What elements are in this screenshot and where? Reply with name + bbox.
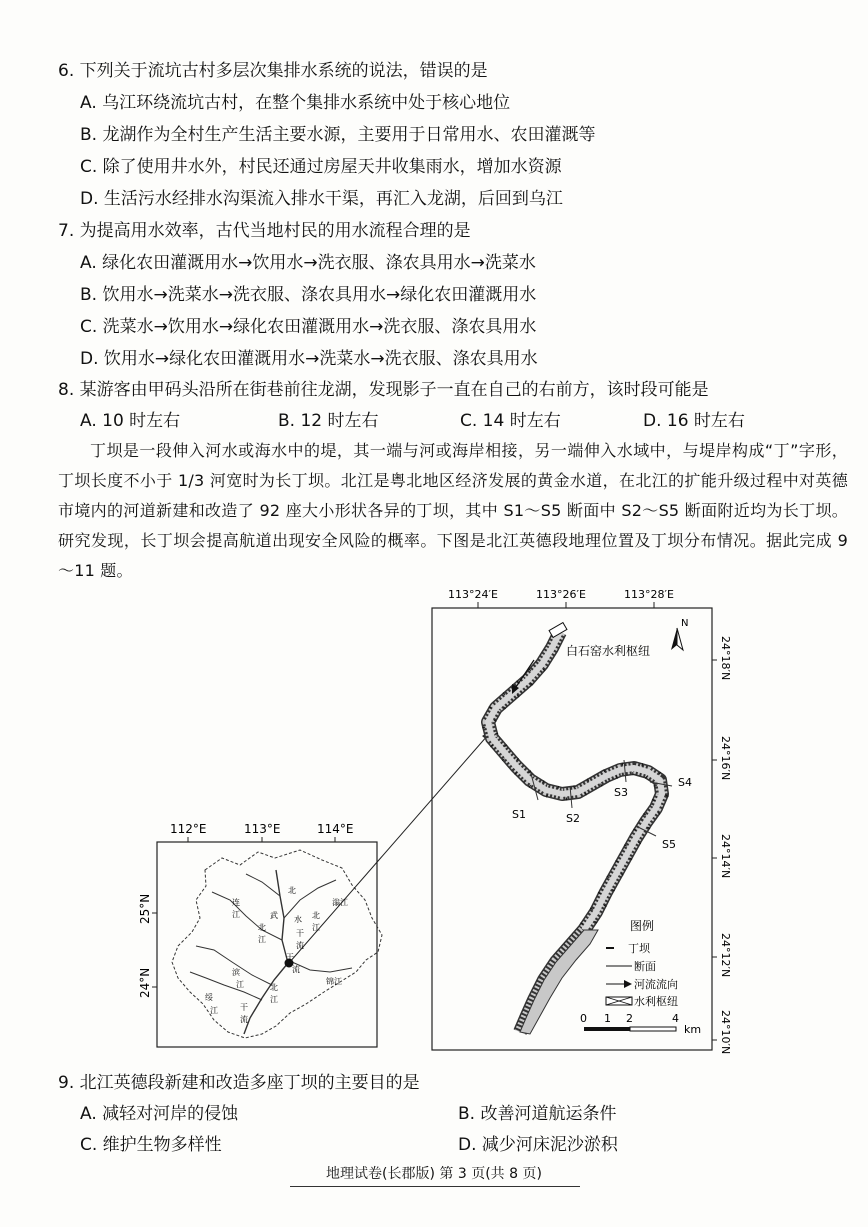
small-river-label: 锦江 [326,977,342,986]
q9-stem: 9. 北江英德段新建和改造多座丁坝的主要目的是 [58,1073,420,1093]
small-river-label: 流 [296,941,304,950]
small-river-label: 滃江 [332,898,348,907]
small-river-label: 江 [258,935,266,944]
scale-tick-2: 2 [626,1012,633,1025]
section-s2: S2 [566,812,580,825]
river-binjiang [196,946,272,985]
page-footer: 地理试卷(长郡版) 第 3 页(共 8 页) [326,1166,542,1182]
small-river-label: 江 [312,923,320,932]
beijiang-river [488,632,662,1034]
q6-option-b: B. 龙湖作为全村生产生活主要水源，主要用于日常用水、农田灌溉等 [80,125,596,145]
large-lat-5: 24°10′N [719,1010,732,1055]
section-s5: S5 [662,838,676,851]
small-map-frame [157,842,377,1047]
large-lon-3: 113°28′E [624,588,674,601]
river-jinjiang [292,962,352,972]
small-river-label: 水 [294,915,302,924]
large-lat-3: 24°14′N [719,834,732,879]
scale-bar [584,1027,630,1031]
legend-title: 图例 [630,919,655,933]
q8-option-c: C. 14 时左右 [460,411,561,431]
small-lat-2: 24°N [138,967,152,998]
small-map [138,822,382,1047]
legend-groyne: 丁坝 [628,942,650,955]
small-river-label: 绥 [205,993,213,1002]
small-river-label: 北 [312,911,320,920]
river-wushui [246,874,280,896]
small-lat-1: 25°N [138,893,152,924]
scale-tick-1: 1 [604,1012,611,1025]
q7-stem: 7. 为提高用水效率，古代当地村民的用水流程合理的是 [58,221,471,241]
large-map [432,588,732,1054]
small-river-label: 干 [240,1003,248,1012]
q8-stem: 8. 某游客由甲码头沿所在街巷前往龙湖，发现影子一直在自己的右前方，该时段可能是 [58,380,709,400]
q6-option-d: D. 生活污水经排水沟渠流入排水干渠，再汇入龙湖，后回到乌江 [80,189,563,209]
north-arrow-icon [671,628,677,650]
q9-option-b: B. 改善河道航运条件 [458,1104,617,1124]
small-river-label: 北 [270,983,278,992]
section-s3: S3 [614,786,628,799]
q7-option-c: C. 洗菜水→饮用水→绿化农田灌溉用水→洗衣服、涤农具用水 [80,317,537,337]
hub-label: 白石窑水利枢纽 [566,644,651,658]
groyne-mark [558,786,559,789]
small-lon-3: 114°E [317,822,354,836]
north-label: N [681,618,689,629]
q7-option-b: B. 饮用水→洗菜水→洗衣服、涤农具用水→绿化农田灌溉用水 [80,285,537,305]
q6-option-a: A. 乌江环绕流坑古村，在整个集排水系统中处于核心地位 [80,93,511,113]
small-river-label: 江 [270,995,278,1004]
groyne-mark [547,794,548,797]
small-river-label: 江 [210,1006,218,1015]
small-lon-1: 112°E [170,822,207,836]
legend-flow: 河流流向 [634,978,678,991]
q9-option-d: D. 减少河床泥沙淤积 [458,1135,618,1155]
groyne-mark [482,727,485,728]
q7-option-d: D. 饮用水→绿化农田灌溉用水→洗菜水→洗衣服、涤农具用水 [80,349,538,369]
large-lat-2: 24°16′N [719,736,732,781]
q8-option-d: D. 16 时左右 [643,411,745,431]
small-river-label: 干 [296,929,304,938]
river-suijiang [190,972,262,1000]
large-lon-2: 113°26′E [536,588,586,601]
small-river-label: 干 [286,953,294,962]
q8-option-b: B. 12 时左右 [278,411,379,431]
small-river-label: 武 [270,911,278,920]
large-lon-1: 113°24′E [448,588,498,601]
q8-option-a: A. 10 时左右 [80,411,181,431]
legend-section: 断面 [634,960,656,973]
large-lat-4: 24°12′N [719,933,732,978]
passage-text: 丁坝是一段伸入河水或海水中的堤，其一端与河或海岸相接，另一端伸入水域中，与堤岸构成“丁”字形，丁坝长度不小于 1/3 河宽时为长丁坝。北江是粤北地区经济发展的黄金水道，在北江的扩能升级过程中对英德市境内的河道新建和改造了 92 座大小形状各异的丁坝，其中 S1～S5 断面中 S2～S5 断面附近均为长丁坝。研究发现，长丁坝会提高航道出现安全风险的概率。下图是北江英德段地理位置及丁坝分布情况。据此完成 9～11 题。 [58,441,848,580]
footer-rule [290,1186,580,1187]
section-s4: S4 [678,776,692,789]
q6-option-c: C. 除了使用井水外，村民还通过房屋天井收集雨水，增加水资源 [80,157,562,177]
section-s1: S1 [512,808,526,821]
scale-unit: km [684,1023,702,1036]
q6-stem: 6. 下列关于流坑古村多层次集排水系统的说法，错误的是 [58,61,488,81]
small-river-label: 流 [240,1015,248,1024]
q9-option-a: A. 减轻对河岸的侵蚀 [80,1104,239,1124]
small-lon-2: 113°E [244,822,281,836]
small-river-label: 江 [236,980,244,989]
scale-tick-0: 0 [580,1012,587,1025]
scale-tick-4: 4 [672,1012,679,1025]
small-river-label: 滨 [232,968,240,977]
small-river-label: 连 [232,898,240,907]
small-river-label: 江 [232,910,240,919]
q7-option-a: A. 绿化农田灌溉用水→饮用水→洗衣服、涤农具用水→洗菜水 [80,253,536,273]
legend-hub: 水利枢纽 [634,995,678,1008]
small-river-label: 流 [292,965,300,974]
q9-option-c: C. 维护生物多样性 [80,1135,222,1155]
groyne-mark [495,733,498,734]
small-river-label: 北 [288,886,296,895]
large-lat-1: 24°18′N [719,636,732,681]
small-river-label: 北 [258,923,266,932]
